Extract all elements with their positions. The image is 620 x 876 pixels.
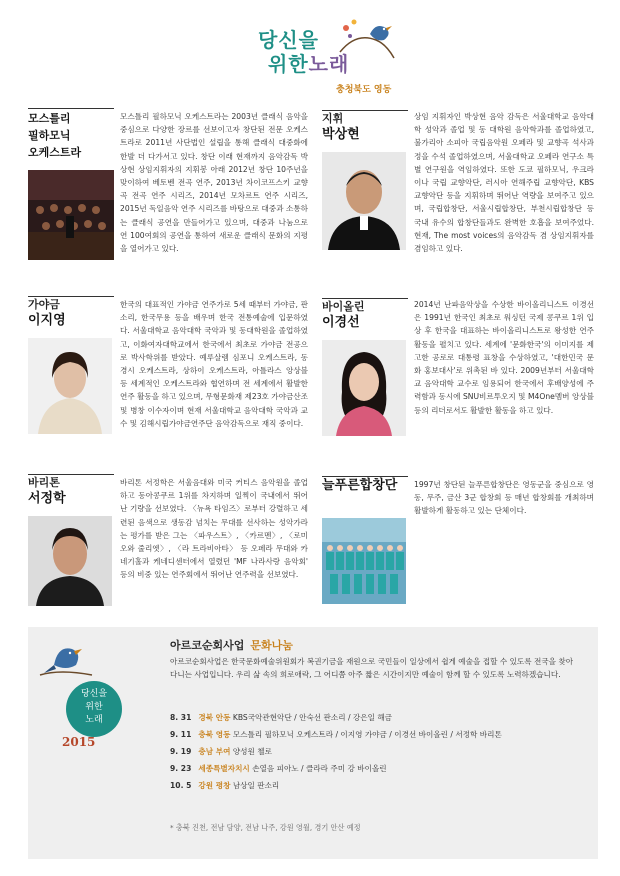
title-line-2b: 노래	[308, 52, 350, 76]
schedule-region: 강원 평창	[198, 781, 231, 790]
schedule-date: 8. 31	[170, 713, 192, 722]
violin-role: 바이올린	[322, 300, 365, 313]
baritone-role: 바리톤	[28, 476, 60, 489]
orchestra-name-line-2: 필하모닉	[28, 129, 71, 142]
orchestra-description: 모스틀리 필하모닉 오케스트라는 2003년 클래식 음악을 중심으로 다양한 장르를 선보이고자 창단된 전문 오케스트라로 2011년 사단법인 설립을 통해 클래식 대중화에 한발 더 다가서고 있다. 창단 이래 현재까지 음악감독 박상현 상임지휘자의 지휘봉 아래 2012년 창단 10주년을 맞이하여 베토벤 전곡 연주, 2013년 차이코프스키 교향곡 전곡 연주 시리즈, 2014년 모차르트 연주 시리즈, 2015년 독일음악 연주 시리즈를 바탕으로 대중과 소통하는 클래식 공연을 만들어가고 있으며, 대중과 나눔으로 연 100여회의 공연을 통하여 새로운 클래식 문화의 지평을 열어가고 있다.	[120, 112, 308, 254]
concert-badge	[66, 681, 122, 737]
profile-violin-name	[322, 298, 408, 331]
schedule-row	[170, 743, 580, 760]
schedule-date: 9. 11	[170, 730, 192, 739]
concert-title-accent: 문화나눔	[250, 639, 293, 652]
schedule-date: 10. 5	[170, 781, 192, 790]
page-header	[0, 6, 620, 95]
orchestra-name-line-1: 모스틀리	[28, 112, 71, 125]
schedule-region: 충남 부여	[198, 747, 231, 756]
schedule-date: 9. 23	[170, 764, 192, 773]
baritone-photo	[28, 516, 112, 606]
concert-title-main: 아르코순회사업	[170, 639, 245, 652]
orchestra-name-line-3: 오케스트라	[28, 146, 82, 159]
schedule-info: KBS국악관현악단 / 안숙선 판소리 / 강은일 해금	[232, 713, 393, 722]
baritone-description: 바리톤 서정학은 서울음대와 미국 커티스 음악원을 졸업하고 동아콩쿠르 1위를 차지하며 일찍이 국내에서 뛰어난 기량을 선보였다. 〈뉴욕 타임즈〉로부터 강렬하고 세련된 음색으로 생동감 넘치는 무대를 선사하는 성악가라는 평가를 받은 그는 〈파우스트〉, 〈카르멘〉, 〈로미오와 줄리엣〉, 〈라 트라비아타〉 등 오페라 무대와 카네기홀과 케네디센터에서 열렸던 'MF 나라사랑 음악회' 등의 비중 있는 연주회에서 뛰어난 연주력을 선보였다.	[120, 478, 308, 580]
gayageum-photo	[28, 338, 112, 434]
badge-line-1: 당신을	[80, 689, 108, 699]
concert-description: 아르코순회사업은 한국문화예술위원회가 복권기금을 재원으로 국민들이 일상에서 쉽게 예술을 접할 수 있도록 전국을 찾아 다니는 사업입니다. 우리 삶 속의 희로애락, 그 어디쯤 아주 짧은 시간이지만 예술이 함께 할 수 있도록 노력하겠습니다.	[170, 657, 574, 679]
schedule-row	[170, 726, 580, 743]
schedule-row	[170, 760, 580, 777]
profile-choir-name	[322, 476, 408, 494]
schedule-list	[170, 709, 580, 794]
profile-gayageum-name	[28, 296, 114, 329]
schedule-info: 모스틀리 필하모닉 오케스트라 / 이지영 가야금 / 이경선 바이올린 / 서정학 바리톤	[232, 730, 502, 739]
choir-name: 늘푸른합창단	[322, 478, 398, 493]
conductor-description: 상임 지휘자인 박상현 음악 감독은 서울대학교 음악대학 성악과 졸업 및 동 대학원 음악학과를 졸업하였고, 불가리아 소피아 국립음악원 오페라 및 교향곡 석사과정을 수석 졸업하였으며, 서울대학교 오페라 연구소 특별 연구원을 역임하였다. 또한 도쿄 필하모닉, 우크라이나 국립 교향악단, 러시아 연해주립 교향악단, KBS 교향악단 등을 지휘하며 뛰어난 역량을 보여주고 있으며, 국립합창단, 서울시립합창단, 부천시립합창단 등 국내 유수의 합창단들과도 완벽한 호흡을 보여주었다. 현재, The most voices의 음악감독 겸 상임지휘자를 겸임하고 있다.	[414, 112, 594, 254]
badge-year: 2015	[62, 735, 96, 749]
baritone-name: 서정학	[28, 491, 66, 506]
choir-description: 1997년 창단된 늘푸른합창단은 영동군을 중심으로 영동, 무주, 금산 3군 합창회 등 매년 합창회를 개최하며 활발하게 활동하고 있는 단체이다.	[414, 480, 594, 516]
gayageum-name: 이지영	[28, 313, 66, 328]
title-line-2a: 위한	[268, 52, 309, 76]
conductor-photo	[322, 152, 406, 250]
gayageum-role: 가야금	[28, 298, 60, 311]
schedule-region: 충북 영동	[198, 730, 231, 739]
header-subtitle: 충청북도 영동	[336, 85, 392, 95]
title-line-1: 당신을	[258, 28, 319, 52]
schedule-region: 경북 안동	[198, 713, 231, 722]
orchestra-photo	[28, 170, 114, 260]
violin-description: 2014년 난파음악상을 수상한 바이올리니스트 이경선은 1991년 한국인 최초로 워싱턴 국제 콩쿠르 1위 입상 후 한국을 대표하는 바이올리니스트로 왕성한 연주활동을 펼치고 있다. 세계에 '문화한국'의 이미지를 제고한 공로로 대통령 표창을 수상하였고, '대한민국 문화 홍보대사'로 위촉된 바 있다. 2009년부터 서울대학교 음악대학 교수로 임용되어 한국에서 후배양성에 주력함과 동시에 SNU비르투오지 및 M4One멤버 앙상블 등의 리더로서도 활발한 활동을 하고 있다.	[414, 300, 594, 415]
concert-tour-section	[28, 627, 598, 859]
bird-illustration-icon	[336, 12, 396, 62]
schedule-row	[170, 709, 580, 726]
profile-baritone-name	[28, 474, 114, 507]
violin-name: 이경선	[322, 315, 360, 330]
badge-line-2: 위한	[85, 702, 103, 712]
profile-conductor-name	[322, 110, 408, 143]
schedule-info: 양성원 첼로	[232, 747, 272, 756]
schedule-region: 세종특별자치시	[198, 764, 250, 773]
gayageum-description: 한국의 대표적인 가야금 연주가로 5세 때부터 가야금, 판소리, 한국무용 등을 배우며 한국 전통예술에 입문하였다. 서울대학교 음악대학 국악과 및 동대학원을 졸업하였고, 이화여자대학교에서 한국에서 최초로 가야금 전공으로 박사학위를 받았다. 예루살렘 심포니 오케스트라, 동경시 오케스트라, 상하이 오케스트라, 아틀라스 앙상블 등 세계적인 오케스트라와 협연하며 전 세계에서 활발한 연주 활동을 하고 있으며, 무형문화재 제23호 가야금산조 및 병창 이수자이며 현재 서울대학교 음악대학 국악과 교수 및 김해시립가야금연주단 음악감독으로 재직 중이다.	[120, 300, 308, 428]
schedule-note: * 충북 진천, 전남 담양, 전남 나주, 강원 영월, 경기 안산 예정	[170, 823, 361, 832]
concert-title	[170, 637, 293, 653]
badge-line-3: 노래	[85, 715, 103, 725]
schedule-row	[170, 777, 580, 794]
choir-photo	[322, 518, 406, 604]
schedule-info: 손열음 피아노 / 클라라 주미 강 바이올린	[252, 764, 387, 773]
schedule-info: 남상일 판소리	[232, 781, 280, 790]
schedule-date: 9. 19	[170, 747, 192, 756]
conductor-name: 박상현	[322, 127, 360, 142]
conductor-role: 지휘	[322, 112, 344, 125]
violin-photo	[322, 340, 406, 436]
bird-icon	[36, 635, 96, 683]
profile-orchestra-name	[28, 108, 114, 160]
